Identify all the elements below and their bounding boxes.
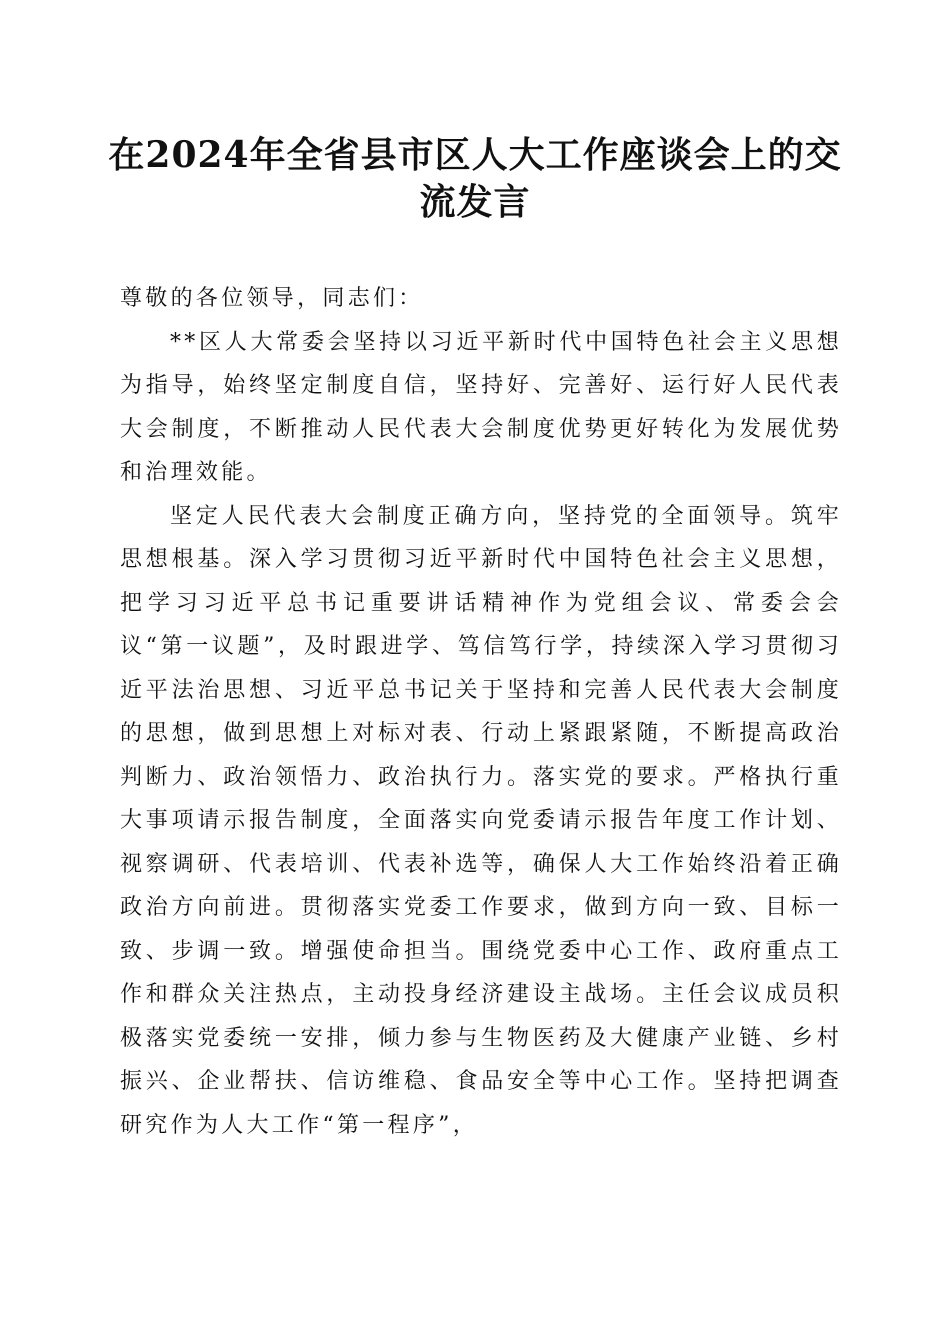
paragraph: 坚定人民代表大会制度正确方向，坚持党的全面领导。筑牢思想根基。深入学习贯彻习近平新时代中国特色社会主义思想，把学习习近平总书记重要讲话精神作为党组会议、常委会会议“第一议题”，及时跟进学、笃信笃行学，持续深入学习贯彻习近平法治思想、习近平总书记关于坚持和完善人民代表大会制度的思想，做到思想上对标对表、行动上紧跟紧随，不断提高政治判断力、政治领悟力、政治执行力。落实党的要求。严格执行重大事项请示报告制度，全面落实向党委请示报告年度工作计划、视察调研、代表培训、代表补选等，确保人大工作始终沿着正确政治方向前进。贯彻落实党委工作要求，做到方向一致、目标一致、步调一致。增强使命担当。围绕党委中心工作、政府重点工作和群众关注热点，主动投身经济建设主战场。主任会议成员积极落实党委统一安排，倾力参与生物医药及大健康产业链、乡村振兴、企业帮扶、信访维稳、食品安全等中心工作。坚持把调查研究作为人大工作“第一程序”， — [120, 503, 842, 1138]
paragraph: **区人大常委会坚持以习近平新时代中国特色社会主义思想为指导，始终坚定制度自信，坚持好、完善好、运行好人民代表大会制度，不断推动人民代表大会制度优势更好转化为发展优势和治理效能。 — [120, 329, 842, 485]
salutation: 尊敬的各位领导，同志们： — [120, 286, 424, 311]
document-body — [120, 277, 842, 1147]
document-title: 在2024年全省县市区人大工作座谈会上的交流发言 — [108, 134, 842, 223]
